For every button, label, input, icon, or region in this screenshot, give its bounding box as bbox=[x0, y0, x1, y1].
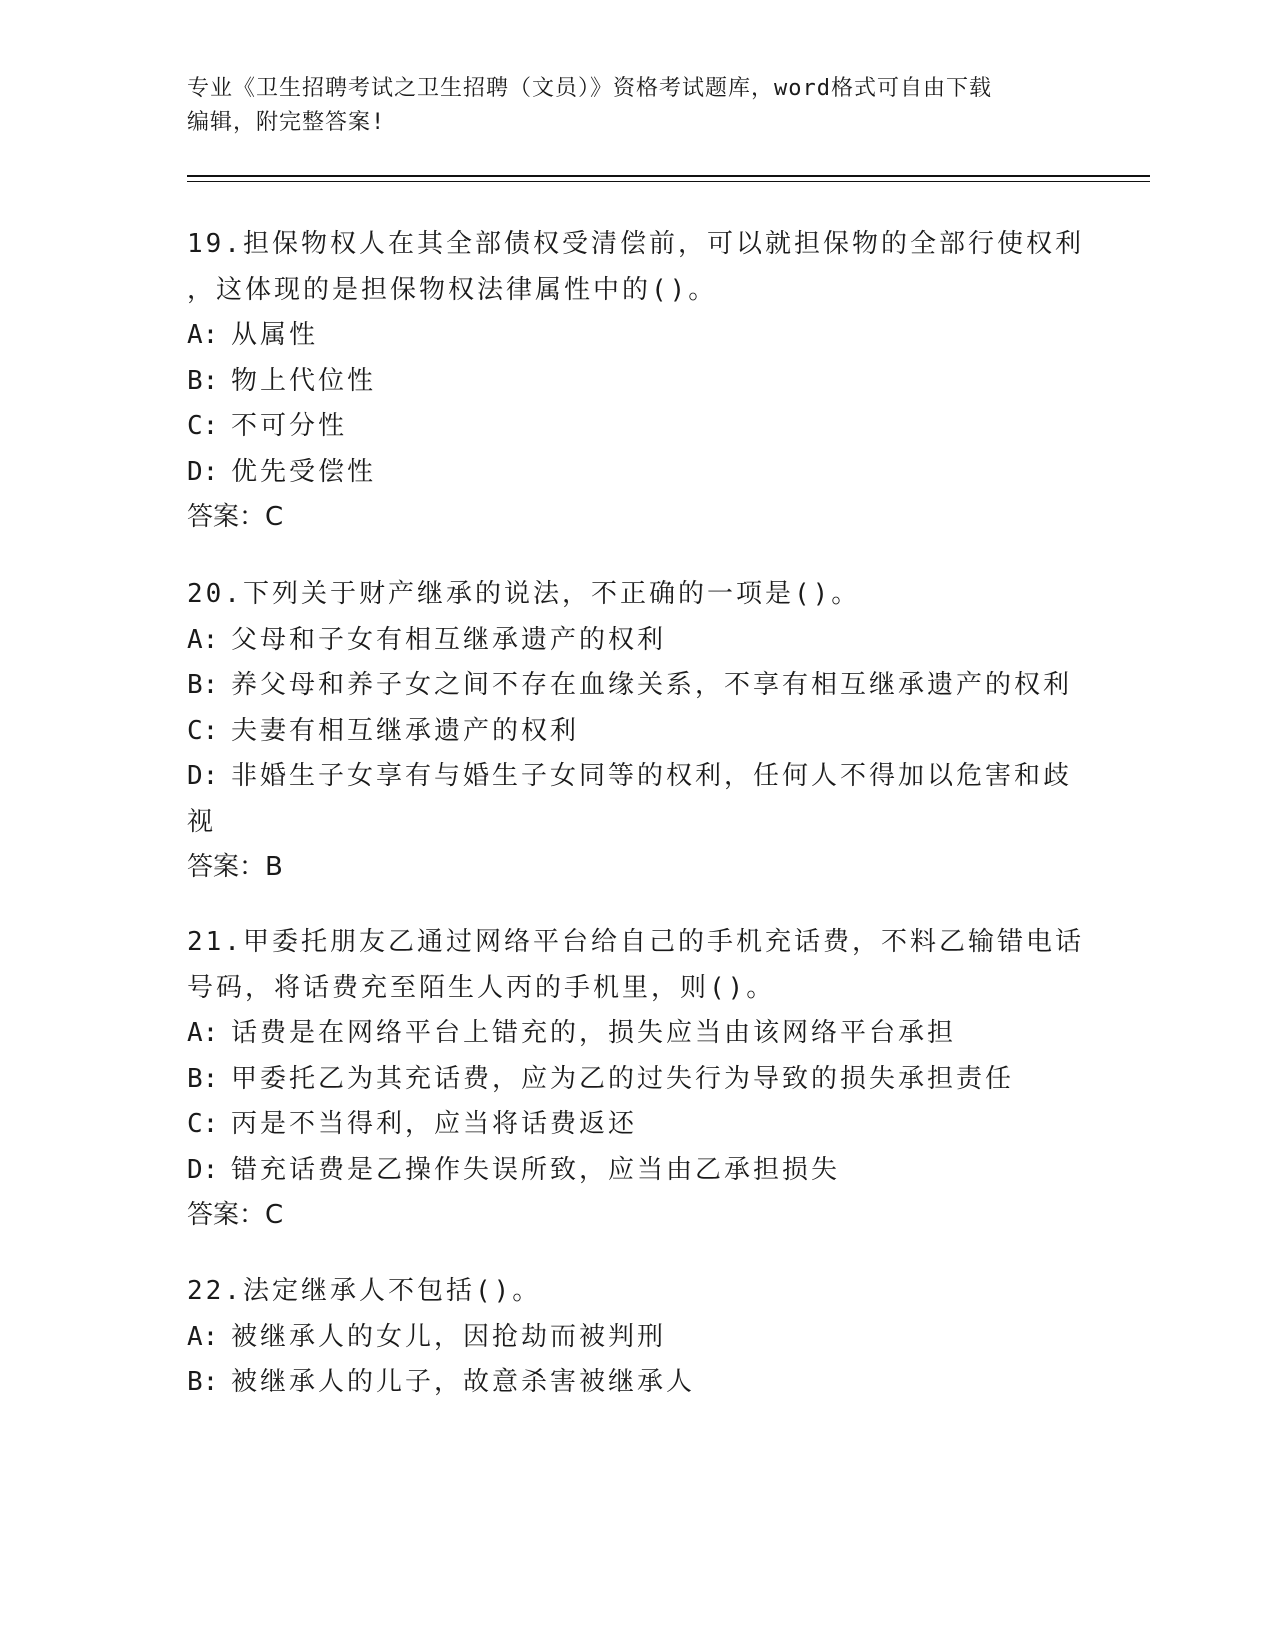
question-21 bbox=[187, 920, 1087, 1239]
question-22 bbox=[187, 1269, 1087, 1406]
option-d bbox=[187, 450, 1087, 496]
option-text: 错充话费是乙操作失误所致，应当由乙承担损失 bbox=[231, 1154, 841, 1185]
option-d-continued: 视 bbox=[187, 806, 217, 837]
option-letter: A: bbox=[187, 320, 219, 350]
option-text: 丙是不当得利，应当将话费返还 bbox=[231, 1109, 638, 1139]
option-b bbox=[187, 1360, 1087, 1406]
question-stem: 19.担保物权人在其全部债权受清偿前，可以就担保物的全部行使权利 bbox=[187, 229, 1084, 259]
question-stem: 21.甲委托朋友乙通过网络平台给自己的手机充话费，不料乙输错电话 bbox=[187, 927, 1084, 957]
question-stem: ，这体现的是担保物权法律属性中的()。 bbox=[187, 274, 718, 305]
header-line-1: 专业《卫生招聘考试之卫生招聘（文员）》资格考试题库，word格式可自由下载 bbox=[187, 76, 992, 101]
option-letter: A: bbox=[187, 1321, 219, 1352]
question-20 bbox=[187, 572, 1087, 891]
option-text: 不可分性 bbox=[231, 411, 348, 441]
option-a bbox=[187, 313, 1087, 359]
option-text: 话费是在网络平台上错充的，损失应当由该网络平台承担 bbox=[231, 1018, 957, 1048]
answer-line: 答案：B bbox=[187, 852, 283, 882]
option-text: 甲委托乙为其充话费，应为乙的过失行为导致的损失承担责任 bbox=[231, 1063, 1015, 1094]
option-text: 养父母和养子女之间不存在血缘关系，不享有相互继承遗产的权利 bbox=[231, 670, 1073, 700]
option-letter: C: bbox=[187, 1109, 219, 1139]
option-text: 物上代位性 bbox=[231, 365, 377, 396]
option-letter: B: bbox=[187, 1063, 219, 1094]
option-text: 优先受偿性 bbox=[231, 456, 377, 487]
question-19 bbox=[187, 222, 1087, 541]
option-letter: B: bbox=[187, 1367, 219, 1397]
option-a bbox=[187, 618, 1087, 664]
option-b bbox=[187, 1057, 1087, 1103]
option-c bbox=[187, 709, 1087, 755]
question-stem: 20.下列关于财产继承的说法，不正确的一项是()。 bbox=[187, 579, 861, 609]
option-a bbox=[187, 1315, 1087, 1361]
option-letter: A: bbox=[187, 1018, 219, 1048]
answer-line: 答案：C bbox=[187, 502, 284, 532]
header-line-2: 编辑，附完整答案! bbox=[187, 110, 386, 135]
question-stem: 22.法定继承人不包括()。 bbox=[187, 1276, 542, 1306]
option-text: 被继承人的女儿，因抢劫而被判刑 bbox=[231, 1321, 667, 1352]
option-text: 父母和子女有相互继承遗产的权利 bbox=[231, 624, 667, 655]
option-d bbox=[187, 754, 1087, 800]
option-c bbox=[187, 1102, 1087, 1148]
option-letter: B: bbox=[187, 670, 219, 700]
option-text: 被继承人的儿子，故意杀害被继承人 bbox=[231, 1367, 696, 1397]
header-rule-thick bbox=[187, 175, 1150, 177]
option-b bbox=[187, 359, 1087, 405]
option-letter: A: bbox=[187, 624, 219, 655]
answer-line: 答案：C bbox=[187, 1200, 284, 1230]
option-letter: B: bbox=[187, 365, 219, 396]
question-stem: 号码，将话费充至陌生人丙的手机里，则()。 bbox=[187, 972, 776, 1003]
option-text: 夫妻有相互继承遗产的权利 bbox=[231, 715, 580, 746]
document-header bbox=[187, 72, 1087, 140]
option-text: 从属性 bbox=[231, 320, 319, 350]
option-letter: C: bbox=[187, 411, 219, 441]
option-letter: D: bbox=[187, 456, 219, 487]
option-c bbox=[187, 404, 1087, 450]
option-b bbox=[187, 663, 1087, 709]
option-letter: D: bbox=[187, 1154, 219, 1185]
header-rule-thin bbox=[187, 181, 1150, 182]
option-letter: D: bbox=[187, 761, 219, 791]
option-letter: C: bbox=[187, 715, 219, 746]
option-a bbox=[187, 1011, 1087, 1057]
option-d bbox=[187, 1148, 1087, 1194]
option-text: 非婚生子女享有与婚生子女同等的权利，任何人不得加以危害和歧 bbox=[231, 761, 1073, 791]
